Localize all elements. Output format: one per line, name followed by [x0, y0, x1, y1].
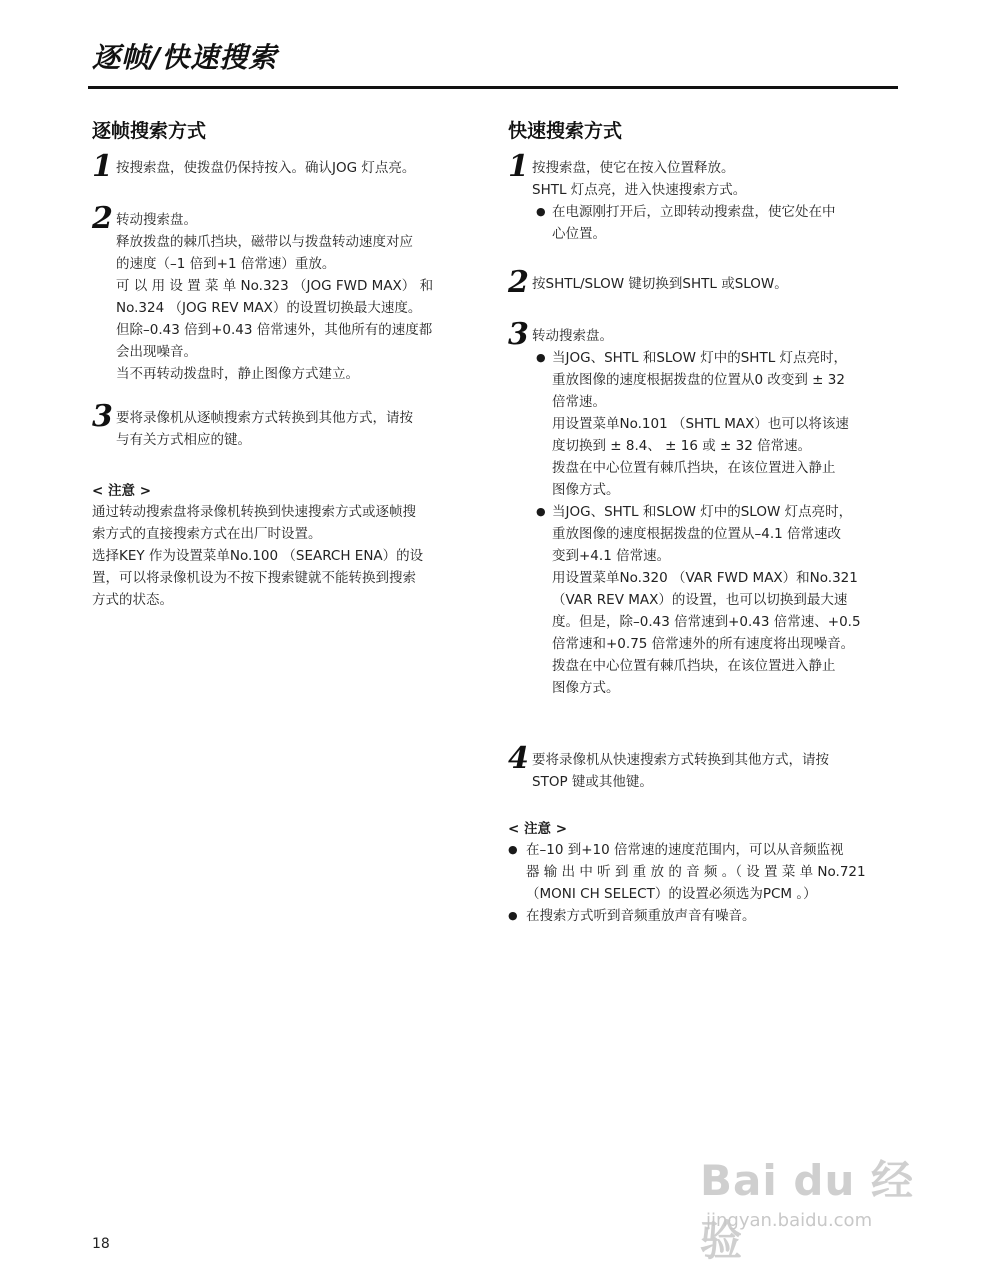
bullet-text: 拨盘在中心位置有棘爪挡块，在该位置进入静止: [552, 460, 836, 476]
left-step-2: [92, 201, 484, 385]
step-text: 的速度（–1 倍到+1 倍常速）重放。: [116, 256, 336, 272]
right-step-3: [508, 317, 902, 699]
note-bullet: [508, 905, 902, 927]
bullet-text: 重放图像的速度根据拨盘的位置从–4.1 倍常速改: [552, 526, 842, 542]
step-number: 2: [92, 201, 113, 236]
bullet-icon: ●: [508, 909, 518, 922]
note-title: < 注意 >: [508, 821, 568, 837]
note-bullet: [508, 839, 902, 905]
bullet-text: 当JOG、SHTL 和SLOW 灯中的SHTL 灯点亮时，: [552, 350, 848, 366]
bullet-text: 拨盘在中心位置有棘爪挡块，在该位置进入静止: [552, 658, 836, 674]
note-text: （MONI CH SELECT）的设置必须选为PCM 。）: [526, 886, 817, 902]
note-title: < 注意 >: [92, 483, 152, 499]
step-text: 要将录像机从逐帧搜索方式转换到其他方式，请按: [116, 410, 413, 426]
note-text: 置，可以将录像机设为不按下搜索键就不能转换到搜索: [92, 570, 416, 586]
step-number: 3: [92, 399, 113, 434]
right-step-4: [508, 741, 902, 793]
left-heading: 逐帧搜索方式: [92, 120, 207, 142]
step-text: 按搜索盘，使它在按入位置释放。: [532, 160, 735, 176]
bullet-icon: ●: [536, 205, 546, 218]
bullet-icon: ●: [536, 351, 546, 364]
right-step-2: [508, 265, 902, 300]
note-text: 索方式的直接搜索方式在出厂时设置。: [92, 526, 322, 542]
note-text: 器 输 出 中 听 到 重 放 的 音 频 。（ 设 置 菜 单 No.721: [526, 864, 866, 880]
bullet-text: 图像方式。: [552, 680, 620, 696]
step-text: 但除–0.43 倍到+0.43 倍常速外，其他所有的速度都: [116, 322, 433, 338]
page-title: 逐帧/快速搜索: [92, 41, 278, 74]
bullet-text: （VAR REV MAX）的设置，也可以切换到最大速: [552, 592, 848, 608]
step-text: 当不再转动拨盘时，静止图像方式建立。: [116, 366, 359, 382]
step-number: 1: [508, 149, 529, 184]
note-text: 选择KEY 作为设置菜单No.100 （SEARCH ENA）的设: [92, 548, 424, 564]
left-step-1: [92, 149, 484, 184]
bullet-text: 变到+4.1 倍常速。: [552, 548, 671, 564]
right-step-1: [508, 149, 902, 245]
baidu-watermark: [700, 1130, 930, 1265]
left-step-3: [92, 399, 484, 451]
bullet-text: 用设置菜单No.320 （VAR FWD MAX）和No.321: [552, 570, 858, 586]
step-text: 转动搜索盘。: [116, 212, 197, 228]
watermark-logo: Bai du 经验: [700, 1156, 914, 1265]
bullet-text: 在电源刚打开后，立即转动搜索盘，使它处在中: [552, 204, 836, 220]
right-heading: 快速搜索方式: [508, 120, 623, 142]
step-text: 可 以 用 设 置 菜 单 No.323 （JOG FWD MAX） 和: [116, 278, 434, 294]
title-rule: [88, 86, 898, 89]
step-text: 释放拨盘的棘爪挡块，磁带以与拨盘转动速度对应: [116, 234, 413, 250]
bullet-text: 当JOG、SHTL 和SLOW 灯中的SLOW 灯点亮时，: [552, 504, 853, 520]
step-text: 按搜索盘，使拨盘仍保持按入。确认JOG 灯点亮。: [116, 160, 416, 176]
bullet-item: [532, 501, 902, 699]
note-text: 在搜索方式听到音频重放声音有噪音。: [526, 908, 756, 924]
step-number: 3: [508, 317, 529, 352]
bullet-text: 度。但是，除–0.43 倍常速到+0.43 倍常速、+0.5: [552, 614, 861, 630]
left-column: [92, 116, 484, 611]
step-text: 与有关方式相应的键。: [116, 432, 251, 448]
bullet-text: 倍常速。: [552, 394, 606, 410]
bullet-text: 度切换到 ± 8.4、 ± 16 或 ± 32 倍常速。: [552, 438, 812, 454]
bullet-text: 用设置菜单No.101 （SHTL MAX）也可以将该速: [552, 416, 849, 432]
bullet-item: [532, 201, 902, 245]
note-text: 方式的状态。: [92, 592, 173, 608]
note-text: 在–10 到+10 倍常速的速度范围内，可以从音频监视: [526, 842, 844, 858]
step-text: 要将录像机从快速搜索方式转换到其他方式，请按: [532, 752, 829, 768]
note-text: 通过转动搜索盘将录像机转换到快速搜索方式或逐帧搜: [92, 504, 416, 520]
step-text: No.324 （JOG REV MAX）的设置切换最大速度。: [116, 300, 422, 316]
right-column: [508, 116, 902, 927]
step-text: 会出现噪音。: [116, 344, 197, 360]
step-text: SHTL 灯点亮，进入快速搜索方式。: [532, 182, 747, 198]
step-number: 2: [508, 265, 529, 300]
bullet-icon: ●: [508, 843, 518, 856]
page-number: 18: [92, 1236, 110, 1252]
step-text: 按SHTL/SLOW 键切换到SHTL 或SLOW。: [532, 276, 788, 292]
bullet-text: 心位置。: [552, 226, 606, 242]
bullet-icon: ●: [536, 505, 546, 518]
step-text: 转动搜索盘。: [532, 328, 613, 344]
step-number: 4: [508, 741, 529, 776]
bullet-text: 重放图像的速度根据拨盘的位置从0 改变到 ± 32: [552, 372, 845, 388]
step-number: 1: [92, 149, 113, 184]
bullet-text: 图像方式。: [552, 482, 620, 498]
watermark-url: jingyan.baidu.com: [706, 1210, 873, 1231]
bullet-item: [532, 347, 902, 501]
bullet-text: 倍常速和+0.75 倍常速外的所有速度将出现噪音。: [552, 636, 855, 652]
step-text: STOP 键或其他键。: [532, 774, 653, 790]
